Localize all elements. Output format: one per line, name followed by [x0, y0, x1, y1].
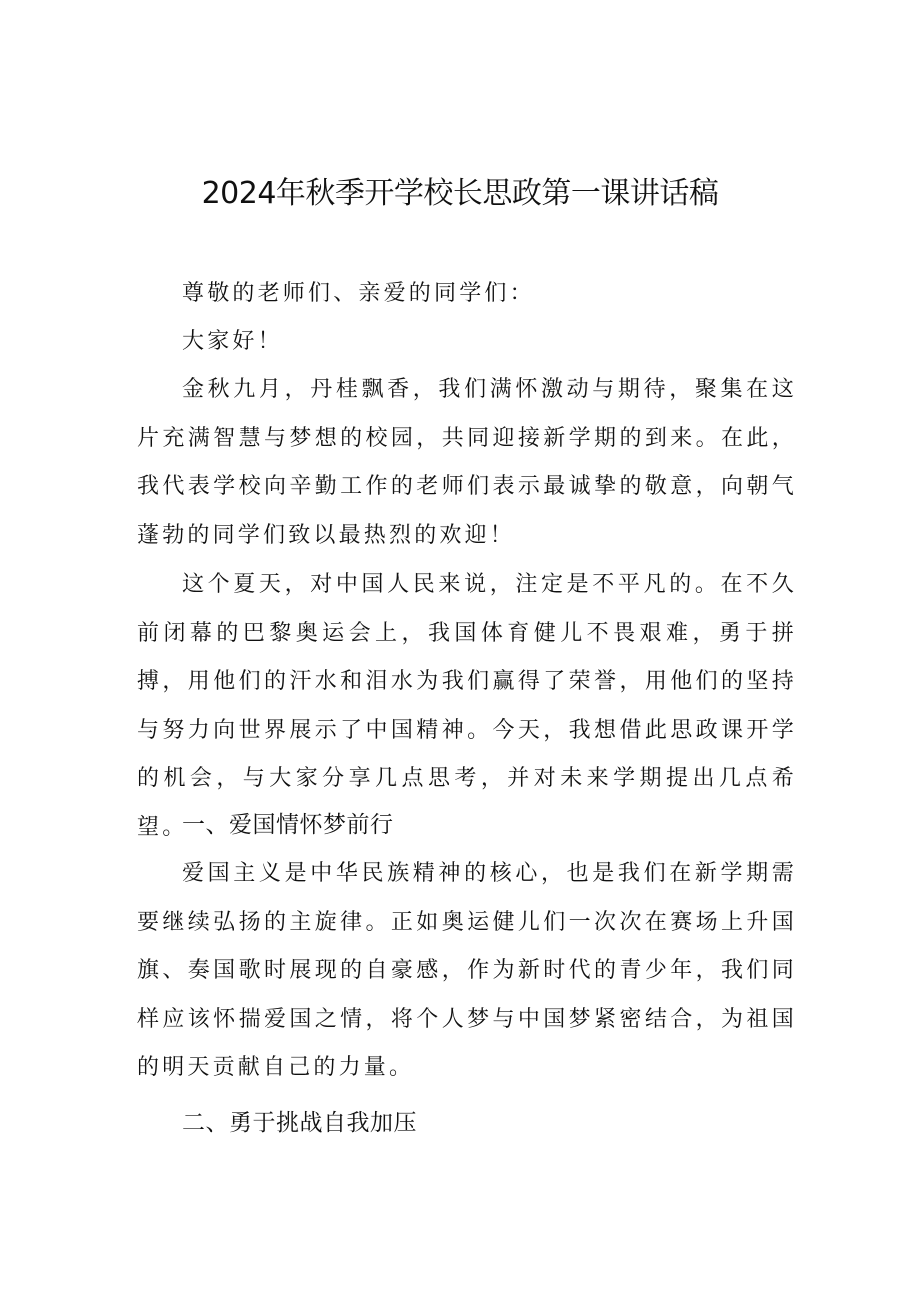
greeting: 大家好！ — [182, 329, 283, 354]
section-heading-2: 二、勇于挑战自我加压 — [182, 1110, 417, 1136]
document-title: 2024年秋季开学校长思政第一课讲话稿 — [201, 176, 719, 211]
salutation: 尊敬的老师们、亲爱的同学们： — [182, 281, 535, 306]
section-heading-1: 一、爱国情怀梦前行 — [182, 812, 394, 838]
paragraph-summer: 这个夏天，对中国人民来说，注定是不平凡的。在不久前闭幕的巴黎奥运会上，我国体育健儿不畏艰难，勇于拼搏，用他们的汗水和泪水为我们赢得了荣誉，用他们的坚持与努力向世界展示了中国精神。今天，我想借此思政课开学的机会，与大家分享几点思考，并对未来学期提出几点希望。 — [137, 572, 797, 840]
paragraph-opening: 金秋九月，丹桂飘香，我们满怀激动与期待，聚集在这片充满智慧与梦想的校园，共同迎接新学期的到来。在此，我代表学校向辛勤工作的老师们表示最诚挚的敬意，向朝气蓬勃的同学们致以最热烈的欢迎！ — [137, 377, 797, 548]
paragraph-patriotism: 爱国主义是中华民族精神的核心，也是我们在新学期需要继续弘扬的主旋律。正如奥运健儿们一次次在赛场上升国旗、奏国歌时展现的自豪感，作为新时代的青少年，我们同样应该怀揣爱国之情，将个人梦与中国梦紧密结合，为祖国的明天贡献自己的力量。 — [137, 861, 797, 1080]
